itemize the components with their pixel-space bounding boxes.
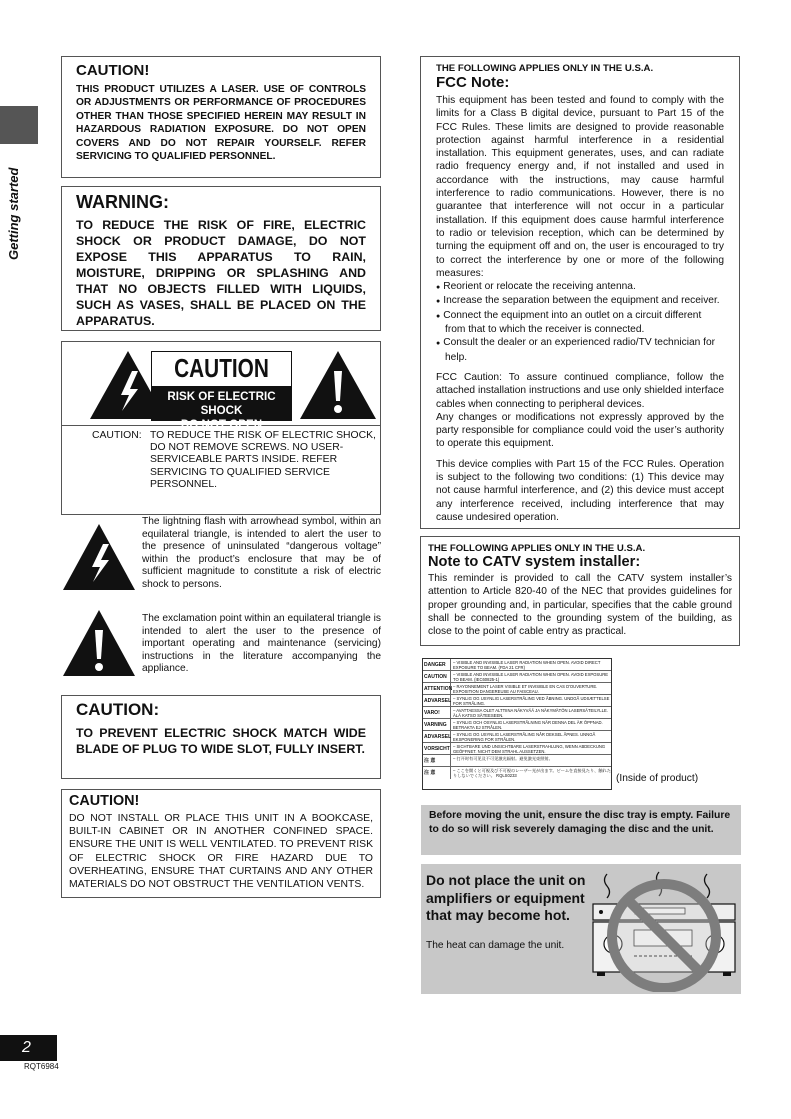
lightning-symbol-explanation: The lightning flash with arrowhead symbol, within an equilateral triangle, is intended to alert the user to the presence of uninsulated “dangerous voltage” within the product’s enclosure that may be of sufficient magnitude to constitute a risk of electric shock to persons. [142, 516, 381, 590]
list-item: ● Connect the equipment into an outlet on a circuit different from that to which the receiver is connected. [436, 309, 724, 337]
catv-title: Note to CATV system installer: [428, 554, 641, 570]
fcc-region-note: THE FOLLOWING APPLIES ONLY IN THE U.S.A. [436, 63, 654, 74]
heat-warning-subtext: The heat can damage the unit. [426, 940, 565, 951]
table-row: ADVARSEL – SYNLIG OG USYNLIG LASERSTRÅLING VED ÅBNING. UNDGÅ UDSÆTTELSE FOR STRÅLING. [424, 695, 610, 706]
caution-ventilation-title: CAUTION! [69, 793, 140, 809]
table-row: ATTENTION – RAYONNEMENT LASER VISIBLE ET INVISIBLE EN CAS D'OUVERTURE. EXPOSITION DANGEREUSE AU FAISCEAU. [423, 683, 611, 695]
lightning-triangle-icon [61, 522, 137, 592]
caution-laser-title: CAUTION! [76, 62, 150, 79]
catv-text: This reminder is provided to call the CATV system installer’s attention to Article 820-40 of the NEC that provides guidelines for proper grounding and, in particular, specifies that the cable ground shall be connected to the grounding system of the building, as close to the point of cable entry as practical. [428, 573, 732, 638]
caution-ventilation-text: DO NOT INSTALL OR PLACE THIS UNIT IN A BOOKCASE, BUILT-IN CABINET OR IN ANOTHER CONFINED SPACE. ENSURE THE UNIT IS WELL VENTILATED. TO PREVENT RISK OF ELECTRIC SHOCK OR FIRE HAZARD DUE TO OVERHEATING, ENSURE THAT CURTAINS AND ANY OTHER MATERIALS DO NOT OBSTRUCT THE VENTILATION VENTS. [69, 813, 373, 891]
fcc-compliance-paragraph: This device complies with Part 15 of the FCC Rules. Operation is subject to the following two conditions: (1) This device may not cause harmful interference, and (2) this device must accept any interference received, including interference that may cause undesired operation. [436, 458, 724, 523]
caution-label-graphics [62, 342, 380, 431]
table-row: VARO! – AVATTAESSA OLET ALTTIINA NÄKYVÄÄ JA NÄKYMÄTÖN LASERSÄTEILYLLE. ÄLÄ KATSO SÄTEESEEN. [423, 707, 611, 719]
caution-plug-box [61, 695, 381, 779]
caution-ventilation-box [61, 789, 381, 898]
table-row: DANGER – VISIBLE AND INVISIBLE LASER RADIATION WHEN OPEN. AVOID DIRECT EXPOSURE TO BEAM. (FDA 21 CFR) [423, 659, 611, 671]
caution-black-band [152, 386, 291, 431]
table-row: VORSICHT – SICHTBARE UND UNSICHTBARE LASERSTRAHLUNG, WENN ABDECKUNG GEÖFFNET. NICHT DEM STRAHL AUSSETZEN. [423, 743, 611, 755]
exclamation-symbol-explanation: The exclamation point within an equilateral triangle is intended to alert the user to the presence of important operating and maintenance (servicing) instructions in the literature accompanying the appliance. [142, 613, 381, 675]
table-row: VARNING – SYNLIG OCH OSYNLIG LASERSTRÅLNING NÄR DENNA DEL ÄR ÖPPNAD. BETRAKTA EJ STRÅLEN. [423, 719, 611, 731]
fcc-measures-list [436, 280, 724, 364]
section-label: Getting started [6, 167, 21, 260]
laser-label-note: (Inside of product) [616, 773, 699, 784]
caution-caption-label: CAUTION: [92, 430, 142, 441]
fcc-title: FCC Note: [436, 74, 510, 91]
caution-word: CAUTION [174, 353, 269, 383]
warning-title: WARNING: [76, 192, 169, 212]
no-stacking-on-amplifier-icon [589, 866, 739, 992]
table-row: CAUTION – VISIBLE AND INVISIBLE LASER RADIATION WHEN OPEN. AVOID EXPOSURE TO BEAM. (IEC60825-1) [423, 671, 611, 683]
exclamation-triangle-icon [61, 608, 137, 678]
section-tab-marker [0, 106, 38, 144]
table-row: 注 意 – ここを開くと可視及び不可視のレーザー光が出ます。ビームを直接見たり、触れたりしないでください。 RQLS0233 [424, 767, 611, 779]
table-row: 注 意 – 打开时有可见及不可见激光辐射。避免激光束照射。 [423, 755, 611, 767]
warning-text: TO REDUCE THE RISK OF FIRE, ELECTRIC SHOCK OR PRODUCT DAMAGE, DO NOT EXPOSE THIS APPARATUS TO RAIN, MOISTURE, DRIPPING OR SPLASHING AND THAT NO OBJECTS FILLED WITH LIQUIDS, SUCH AS VASES, SHALL BE PLACED ON THE APPARATUS. [76, 218, 366, 328]
fcc-caution-paragraph: FCC Caution: To assure continued compliance, follow the attached installation instructions and use only shielded interface cables when connecting to peripheral devices. [436, 371, 724, 410]
caution-plug-text: TO PREVENT ELECTRIC SHOCK MATCH WIDE BLADE OF PLUG TO WIDE SLOT, FULLY INSERT. [76, 726, 366, 756]
heat-warning-title: Do not place the unit on amplifiers or equipment that may become hot. [426, 872, 586, 923]
caution-caption-text: TO REDUCE THE RISK OF ELECTRIC SHOCK, DO NOT REMOVE SCREWS. NO USER-SERVICEABLE PARTS INSIDE. REFER SERVICING TO QUALIFIED SERVICE PERSONNEL. [150, 430, 376, 490]
caution-laser-box [61, 56, 381, 178]
caution-laser-text: THIS PRODUCT UTILIZES A LASER. USE OF CONTROLS OR ADJUSTMENTS OR PERFORMANCE OF PROCEDURES OTHER THAN THOSE SPECIFIED HEREIN MAY RESULT IN HAZARDOUS RADIATION EXPOSURE. DO NOT OPEN COVERS AND DO NOT REPAIR YOURSELF. REFER SERVICING TO QUALIFIED PERSONNEL. [76, 84, 366, 163]
disc-tray-note-text: Before moving the unit, ensure the disc tray is empty. Failure to do so will risk severely damaging the disc and the unit. [429, 810, 731, 836]
catv-region-note: THE FOLLOWING APPLIES ONLY IN THE U.S.A. [428, 543, 646, 554]
exclamation-warning-icon [298, 349, 378, 421]
caution-sticker [151, 351, 292, 431]
model-number: RQT6984 [24, 1062, 59, 1071]
laser-warning-label [422, 658, 612, 790]
list-item: ● Reorient or relocate the receiving antenna. [436, 280, 724, 294]
warning-box [61, 186, 381, 331]
fcc-modifications-paragraph: Any changes or modifications not expressly approved by the party responsible for compliance could void the user’s authority to operate this equipment. [436, 411, 724, 450]
caution-line-1: RISK OF ELECTRIC SHOCK [167, 390, 276, 417]
caution-label-box [61, 341, 381, 515]
page-number: 2 [0, 1035, 57, 1061]
fcc-note-box [420, 56, 740, 529]
fcc-paragraph-1: This equipment has been tested and found to comply with the limits for a Class B digital device, pursuant to Part 15 of the FCC Rules. These limits are designed to provide reasonable protection against harmful interference in a residential installation. This equipment generates, uses, and can radiate radio frequency energy and, if not installed and used in accordance with the instructions, may cause harmful interference to radio communications. However, there is no guarantee that interference will not occur in a particular installation. If this equipment does cause harmful interference to radio or television reception, which can be determined by turning the equipment off and on, the user is encouraged to try to correct the interference by one or more of the following measures: [436, 95, 724, 279]
caution-line-2: DO NOT OPEN [180, 418, 263, 431]
list-item: ● Increase the separation between the equipment and receiver. [436, 294, 724, 308]
disc-tray-note [421, 805, 741, 855]
list-item: ● Consult the dealer or an experienced radio/TV technician for help. [436, 336, 724, 364]
caution-plug-title: CAUTION: [76, 700, 160, 719]
heat-warning-box [421, 864, 741, 994]
table-row: ADVARSEL – SYNLIG OG USYNLIG LASERSTRÅLING NÅR DEKSEL ÅPNES. UNNGÅ EKSPONERING FOR STRÅLEN. [423, 731, 611, 743]
catv-note-box [420, 536, 740, 646]
